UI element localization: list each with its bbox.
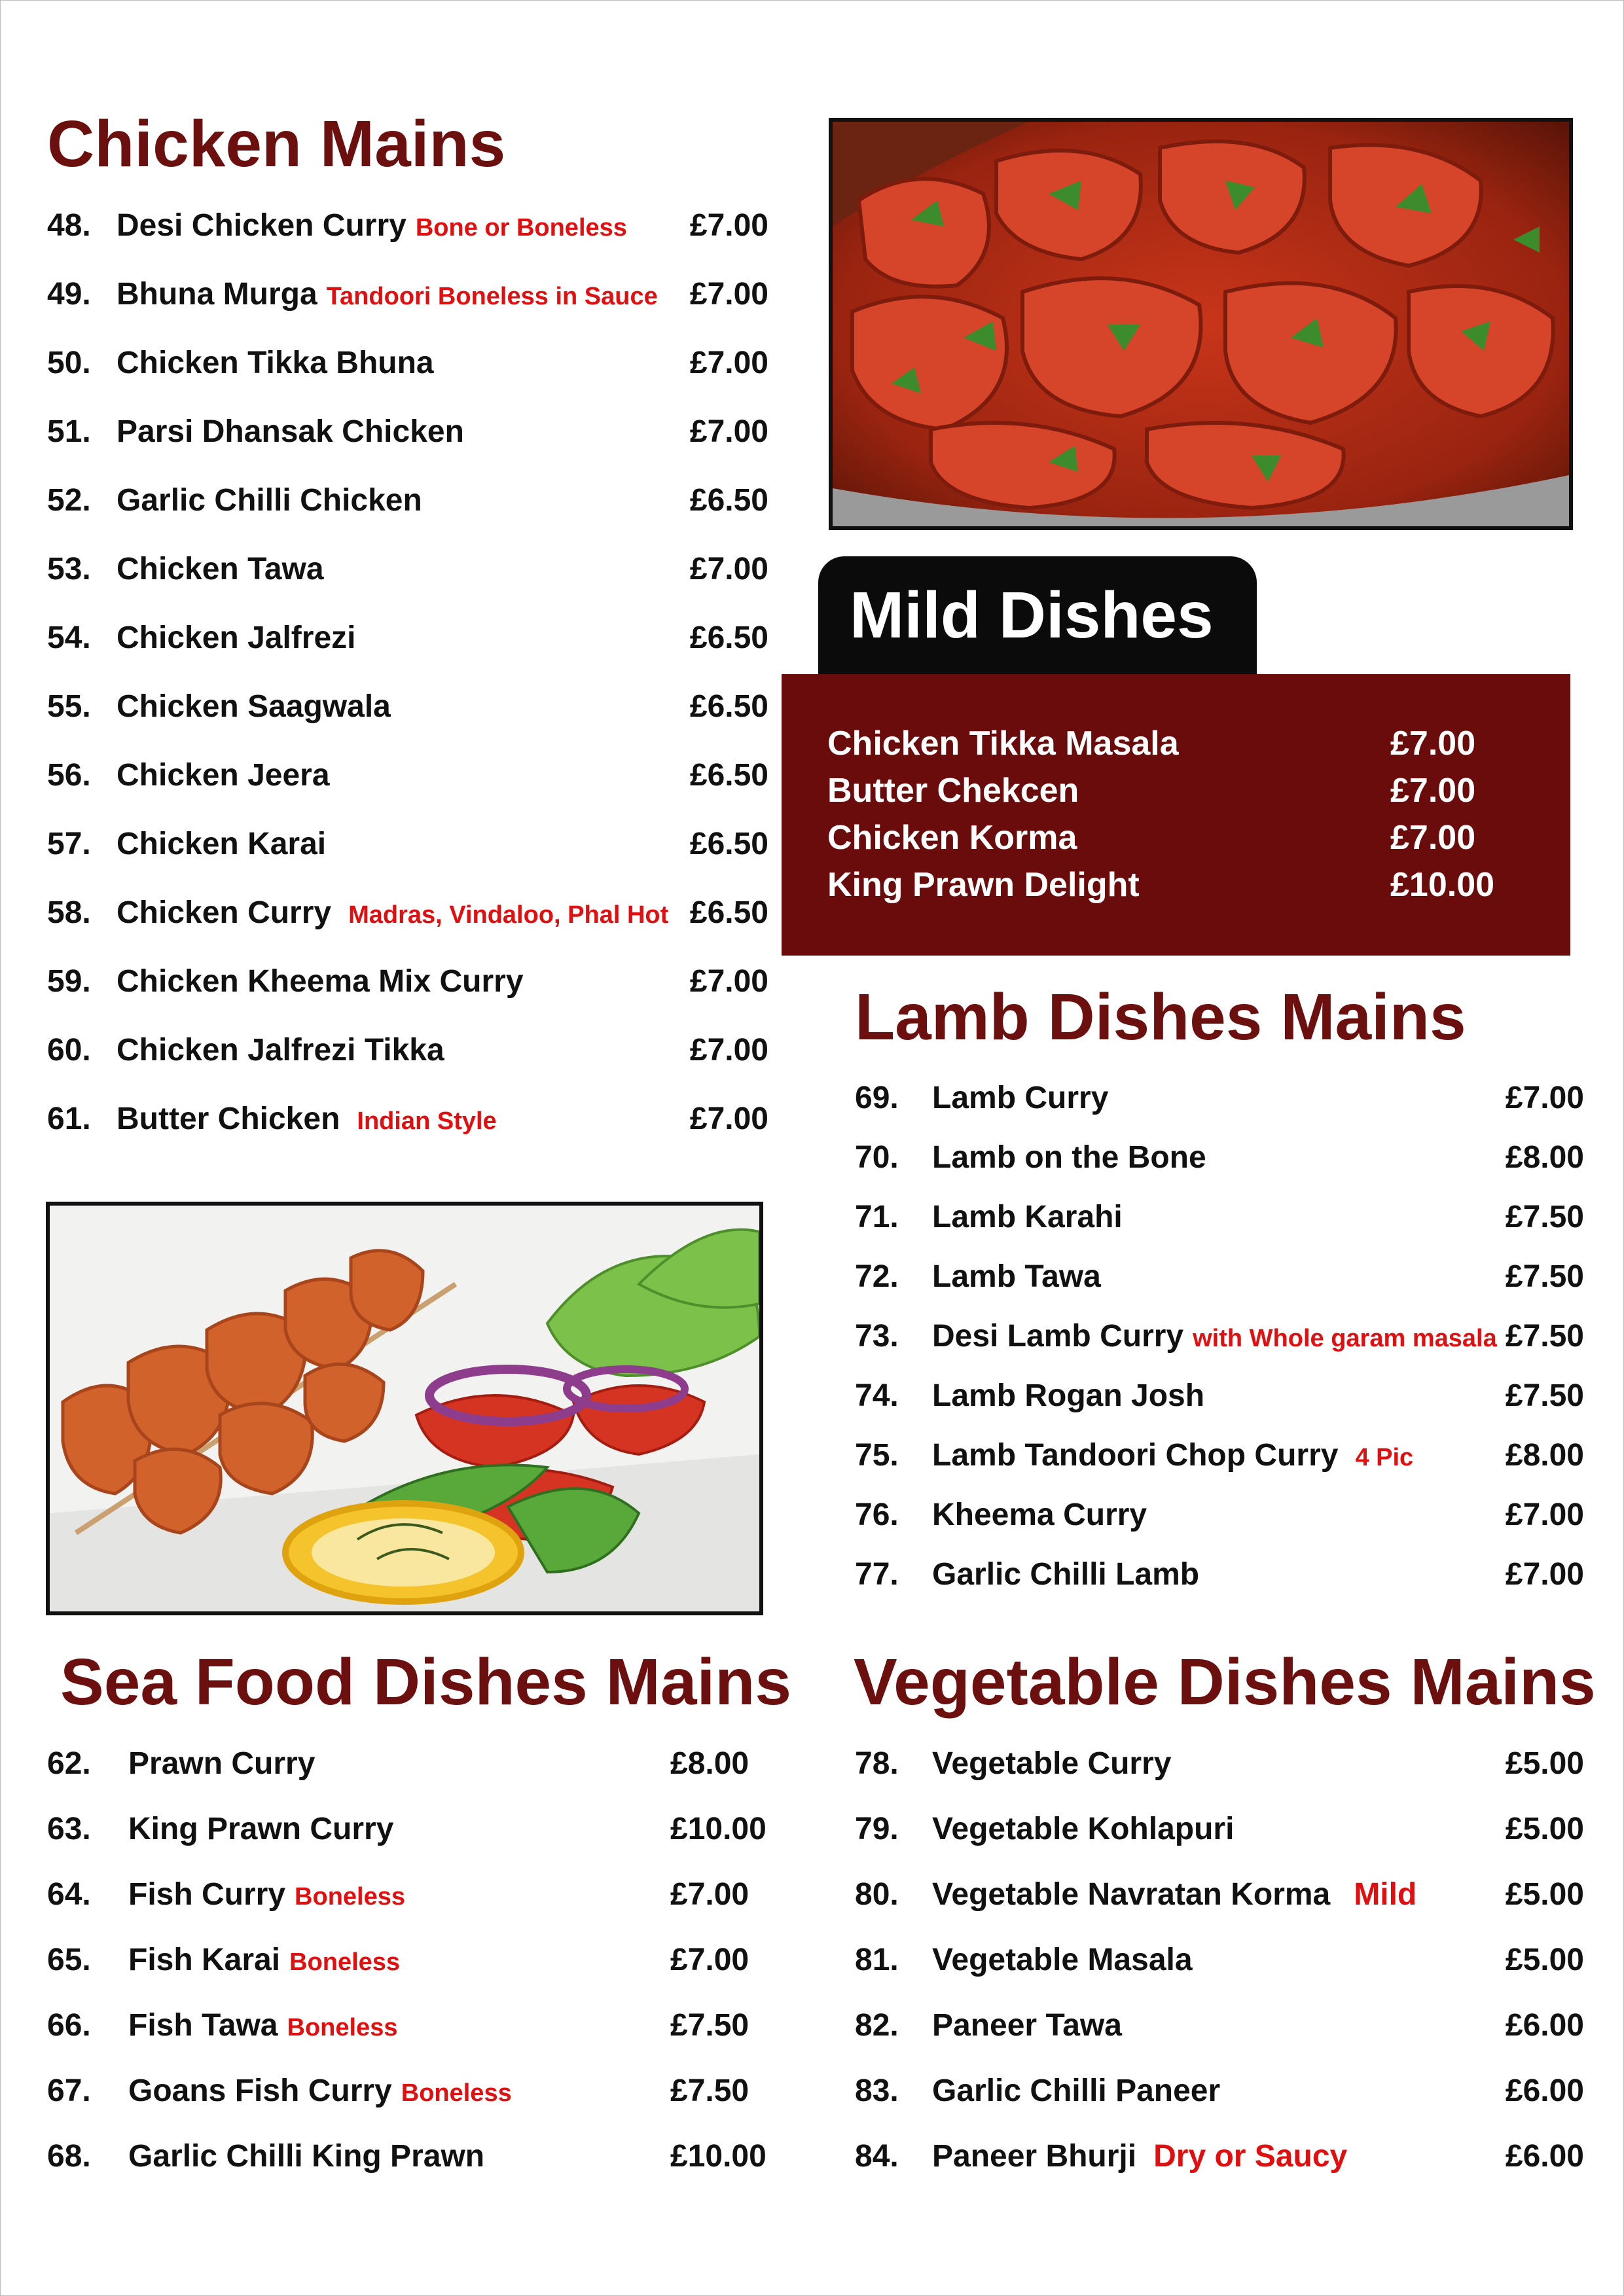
vegetable-dishes-title: Vegetable Dishes Mains: [854, 1645, 1596, 1719]
item-number: 78.: [855, 1746, 899, 1781]
item-price: £5.00: [1505, 1943, 1584, 1977]
item-number: 53.: [47, 552, 91, 586]
item-price: £7.00: [689, 1033, 768, 1067]
item-note: Indian Style: [357, 1107, 497, 1135]
item-name: Lamb Tandoori Chop Curry 4 Pic: [932, 1438, 1414, 1473]
chicken-curry-photo: [829, 118, 1573, 530]
mild-dishes-box: [782, 674, 1570, 956]
mild-item-name: Butter Chekcen: [827, 772, 1079, 810]
menu-item: [47, 1096, 768, 1142]
chicken-mains-list: [47, 203, 768, 1136]
menu-item: [855, 1492, 1584, 1538]
item-price: £7.00: [1505, 1081, 1584, 1115]
menu-item: [855, 1937, 1584, 1983]
item-name: Lamb Curry: [932, 1081, 1109, 1115]
item-name: Chicken Saagwala: [117, 689, 391, 724]
mild-item-price: £10.00: [1390, 866, 1495, 904]
item-price: £7.00: [1505, 1498, 1584, 1532]
item-note: Bone or Boneless: [415, 214, 627, 242]
item-number: 68.: [47, 2139, 91, 2174]
item-number: 57.: [47, 827, 91, 861]
menu-item: [47, 2003, 768, 2049]
menu-item: [47, 272, 768, 317]
item-number: 52.: [47, 483, 91, 518]
item-price: £10.00: [670, 1812, 767, 1846]
item-note: Dry or Saucy: [1153, 2139, 1348, 2174]
item-number: 65.: [47, 1943, 91, 1977]
menu-item: [855, 1373, 1584, 1419]
item-number: 61.: [47, 1102, 91, 1136]
menu-item: [47, 2068, 768, 2114]
mild-item-name: King Prawn Delight: [827, 866, 1140, 904]
item-price: £7.00: [689, 414, 768, 449]
item-note: Boneless: [401, 2079, 512, 2107]
menu-item: [855, 2134, 1584, 2179]
menu-item: [47, 1028, 768, 1073]
mild-item: [827, 814, 1505, 861]
item-price: £7.00: [689, 277, 768, 312]
item-price: £6.50: [689, 620, 768, 655]
menu-item: [47, 547, 768, 592]
item-note: 4 Pic: [1355, 1444, 1414, 1471]
item-price: £7.00: [670, 1943, 749, 1977]
menu-item: [47, 1741, 768, 1787]
mild-item: [827, 720, 1505, 767]
item-number: 72.: [855, 1259, 899, 1294]
item-name: Fish Tawa Boneless: [128, 2008, 398, 2043]
item-number: 63.: [47, 1812, 91, 1846]
menu-item: [47, 409, 768, 455]
item-number: 81.: [855, 1943, 899, 1977]
item-number: 55.: [47, 689, 91, 724]
item-name: Garlic Chilli Lamb: [932, 1557, 1200, 1592]
item-price: £6.50: [689, 689, 768, 724]
item-price: £5.00: [1505, 1877, 1584, 1912]
item-name: Vegetable Kohlapuri: [932, 1812, 1235, 1846]
item-price: £7.00: [1505, 1557, 1584, 1592]
vegetable-dishes-list: [855, 1741, 1584, 2174]
item-price: £10.00: [670, 2139, 767, 2174]
item-price: £7.50: [1505, 1259, 1584, 1294]
item-name: Chicken Tikka Bhuna: [117, 346, 434, 380]
mild-item-price: £7.00: [1390, 819, 1476, 857]
item-name: Prawn Curry: [128, 1746, 316, 1781]
item-note: with Whole garam masala: [1193, 1325, 1497, 1352]
menu-item: [47, 821, 768, 867]
item-price: £7.00: [689, 552, 768, 586]
item-name: Lamb Karahi: [932, 1200, 1123, 1234]
menu-item: [855, 1194, 1584, 1240]
item-number: 64.: [47, 1877, 91, 1912]
item-name: Chicken Jalfrezi Tikka: [117, 1033, 444, 1067]
item-number: 83.: [855, 2073, 899, 2108]
menu-item: [47, 2134, 768, 2179]
item-number: 56.: [47, 758, 91, 793]
item-number: 71.: [855, 1200, 899, 1234]
mild-item: [827, 767, 1505, 814]
item-name: Chicken Kheema Mix Curry: [117, 964, 524, 999]
item-name: Goans Fish Curry Boneless: [128, 2073, 512, 2108]
item-price: £7.00: [670, 1877, 749, 1912]
item-number: 79.: [855, 1812, 899, 1846]
item-note: Boneless: [295, 1883, 406, 1910]
item-name: Kheema Curry: [932, 1498, 1147, 1532]
menu-item: [47, 890, 768, 936]
item-number: 62.: [47, 1746, 91, 1781]
item-price: £7.50: [1505, 1319, 1584, 1354]
item-price: £6.00: [1505, 2073, 1584, 2108]
chicken-tikka-photo: [46, 1202, 763, 1615]
item-number: 60.: [47, 1033, 91, 1067]
item-name: Lamb Tawa: [932, 1259, 1101, 1294]
menu-item: [47, 959, 768, 1005]
item-name: Paneer Tawa: [932, 2008, 1122, 2043]
item-name: Vegetable Curry: [932, 1746, 1172, 1781]
menu-item: [47, 684, 768, 730]
mild-item-price: £7.00: [1390, 725, 1476, 762]
item-name: Lamb on the Bone: [932, 1140, 1206, 1175]
menu-item: [855, 2068, 1584, 2114]
item-name: Chicken Jalfrezi: [117, 620, 356, 655]
item-name: Garlic Chilli King Prawn: [128, 2139, 485, 2174]
item-name: Garlic Chilli Chicken: [117, 483, 422, 518]
menu-item: [47, 1806, 768, 1852]
item-price: £7.00: [689, 1102, 768, 1136]
item-note: Tandoori Boneless in Sauce: [326, 283, 658, 310]
item-number: 73.: [855, 1319, 899, 1354]
menu-item: [47, 615, 768, 661]
item-number: 51.: [47, 414, 91, 449]
menu-item: [47, 340, 768, 386]
lamb-dishes-title: Lamb Dishes Mains: [855, 980, 1466, 1054]
menu-item: [855, 1433, 1584, 1479]
menu-item: [47, 753, 768, 798]
item-price: £6.00: [1505, 2008, 1584, 2043]
menu-item: [47, 1872, 768, 1918]
chicken-mains-title: Chicken Mains: [47, 107, 506, 181]
item-price: £5.00: [1505, 1746, 1584, 1781]
item-price: £6.50: [689, 758, 768, 793]
item-number: 80.: [855, 1877, 899, 1912]
item-number: 76.: [855, 1498, 899, 1532]
menu-item: [47, 478, 768, 524]
mild-item: [827, 861, 1505, 908]
item-number: 77.: [855, 1557, 899, 1592]
item-name: Chicken Karai: [117, 827, 327, 861]
item-price: £6.50: [689, 827, 768, 861]
item-name: Fish Curry Boneless: [128, 1877, 406, 1912]
item-price: £7.50: [670, 2073, 749, 2108]
mild-item-name: Chicken Korma: [827, 819, 1077, 857]
item-number: 82.: [855, 2008, 899, 2043]
item-price: £7.50: [1505, 1378, 1584, 1413]
item-name: Desi Chicken Curry Bone or Boneless: [117, 208, 627, 243]
menu-item: [855, 1806, 1584, 1852]
item-name: Butter Chicken Indian Style: [117, 1102, 497, 1136]
mild-dishes-title: Mild Dishes: [850, 579, 1214, 652]
item-price: £7.50: [1505, 1200, 1584, 1234]
item-price: £5.00: [1505, 1812, 1584, 1846]
curry-illustration: [833, 122, 1569, 526]
menu-item: [47, 1937, 768, 1983]
tikka-illustration: [50, 1206, 759, 1611]
item-number: 75.: [855, 1438, 899, 1473]
item-number: 70.: [855, 1140, 899, 1175]
item-number: 59.: [47, 964, 91, 999]
menu-item: [855, 1254, 1584, 1300]
item-note: Boneless: [289, 1948, 401, 1976]
mild-item-price: £7.00: [1390, 772, 1476, 810]
item-number: 48.: [47, 208, 91, 243]
item-price: £7.50: [670, 2008, 749, 2043]
item-name: Bhuna Murga Tandoori Boneless in Sauce: [117, 277, 658, 312]
mild-item-name: Chicken Tikka Masala: [827, 725, 1179, 762]
item-price: £7.00: [689, 208, 768, 243]
menu-item: [855, 1075, 1584, 1121]
item-number: 49.: [47, 277, 91, 312]
item-name: Parsi Dhansak Chicken: [117, 414, 464, 449]
item-number: 66.: [47, 2008, 91, 2043]
item-name: Chicken Tawa: [117, 552, 324, 586]
item-number: 84.: [855, 2139, 899, 2174]
item-price: £8.00: [1505, 1438, 1584, 1473]
item-name: Lamb Rogan Josh: [932, 1378, 1205, 1413]
item-name: Garlic Chilli Paneer: [932, 2073, 1221, 2108]
menu-item: [855, 1741, 1584, 1787]
item-price: £7.00: [689, 964, 768, 999]
item-name: Vegetable Masala: [932, 1943, 1193, 1977]
menu-item: [855, 1314, 1584, 1359]
item-price: £8.00: [1505, 1140, 1584, 1175]
item-note: Madras, Vindaloo, Phal Hot: [348, 901, 669, 929]
item-number: 50.: [47, 346, 91, 380]
menu-item: [855, 1552, 1584, 1598]
item-number: 58.: [47, 895, 91, 930]
item-name: Fish Karai Boneless: [128, 1943, 401, 1977]
item-note: Boneless: [287, 2014, 398, 2041]
item-price: £8.00: [670, 1746, 749, 1781]
item-number: 67.: [47, 2073, 91, 2108]
item-price: £6.50: [689, 895, 768, 930]
menu-item: [855, 1135, 1584, 1181]
item-number: 69.: [855, 1081, 899, 1115]
seafood-dishes-list: [47, 1741, 768, 2174]
item-price: £6.50: [689, 483, 768, 518]
menu-item: [47, 203, 768, 249]
menu-item: [855, 2003, 1584, 2049]
item-name: Chicken Curry Madras, Vindaloo, Phal Hot: [117, 895, 669, 930]
seafood-dishes-title: Sea Food Dishes Mains: [60, 1645, 791, 1719]
item-price: £7.00: [689, 346, 768, 380]
item-name: Paneer Bhurji Dry or Saucy: [932, 2139, 1348, 2174]
menu-item: [855, 1872, 1584, 1918]
item-number: 54.: [47, 620, 91, 655]
item-name: Vegetable Navratan Korma Mild: [932, 1877, 1417, 1912]
item-note: Mild: [1354, 1877, 1417, 1912]
item-name: Desi Lamb Curry with Whole garam masala: [932, 1319, 1497, 1354]
item-number: 74.: [855, 1378, 899, 1413]
item-name: Chicken Jeera: [117, 758, 330, 793]
lamb-dishes-list: [855, 1075, 1584, 1592]
item-name: King Prawn Curry: [128, 1812, 394, 1846]
item-price: £6.00: [1505, 2139, 1584, 2174]
